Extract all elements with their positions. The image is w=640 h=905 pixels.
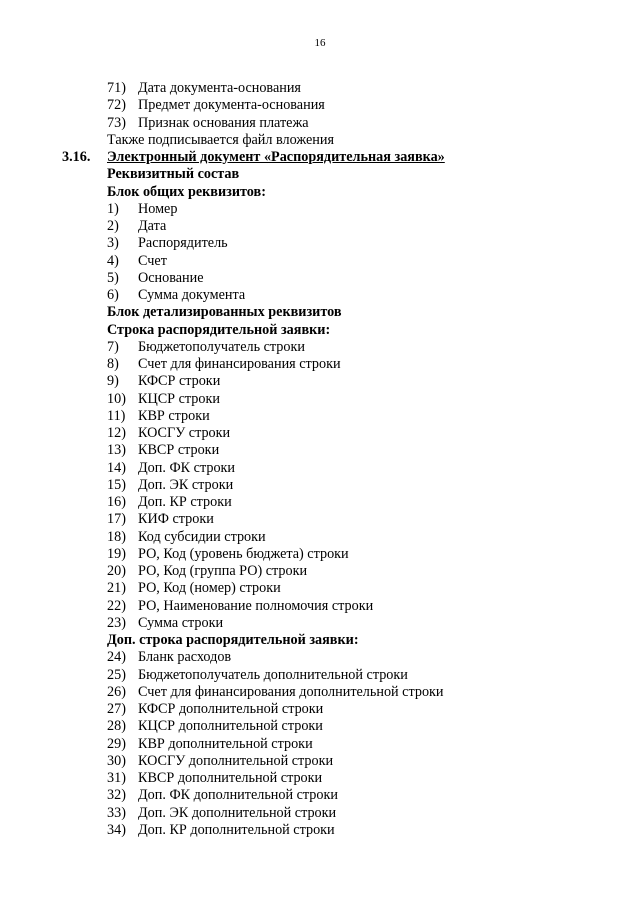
item-text: Счет для финансирования дополнительной строки <box>138 683 444 700</box>
document-body <box>0 80 640 839</box>
item-text: Доп. КР строки <box>138 494 232 510</box>
attachment-note: Также подписывается файл вложения <box>107 131 334 148</box>
item-text: КОСГУ строки <box>138 425 231 441</box>
item-number: 25) <box>107 666 126 683</box>
list-item <box>0 97 640 114</box>
list-item <box>0 701 640 718</box>
page-number: 16 <box>314 37 326 49</box>
item-number: 12) <box>107 425 126 441</box>
list-item <box>0 287 640 304</box>
detail-block-heading-line <box>0 304 640 321</box>
item-number: 31) <box>107 770 126 786</box>
item-number: 14) <box>107 459 126 476</box>
list-item <box>0 546 640 563</box>
item-text: КЦСР дополнительной строки <box>138 718 323 735</box>
item-number: 3) <box>107 235 119 252</box>
item-number: 7) <box>107 338 119 355</box>
list-item <box>0 649 640 666</box>
list-item <box>0 356 640 373</box>
item-number: 17) <box>107 511 126 528</box>
extra-row-heading: Доп. строка распорядительной заявки: <box>107 632 359 648</box>
item-text: Основание <box>138 269 204 286</box>
item-number: 2) <box>107 218 119 234</box>
item-text: КВР строки <box>138 407 210 424</box>
section-title: Электронный документ «Распорядительная заявка» <box>107 149 445 165</box>
item-text: Доп. ФК строки <box>138 459 236 476</box>
item-number: 1) <box>107 200 119 217</box>
item-number: 28) <box>107 718 126 735</box>
item-text: РО, Наименование полномочия строки <box>138 597 374 614</box>
list-item <box>0 684 640 701</box>
item-text: Сумма документа <box>138 287 246 303</box>
row-heading-line <box>0 322 640 339</box>
attachment-note-line <box>0 132 640 149</box>
list-item <box>0 425 640 442</box>
item-text: КФСР дополнительной строки <box>138 701 324 717</box>
item-text: Бюджетополучатель строки <box>138 338 305 355</box>
item-number: 19) <box>107 545 126 562</box>
item-number: 10) <box>107 390 126 407</box>
item-number: 4) <box>107 252 119 269</box>
list-item <box>0 391 640 408</box>
list-item <box>0 270 640 287</box>
list-item <box>0 80 640 97</box>
item-text: Доп. КР дополнительной строки <box>138 821 335 838</box>
detail-block-heading: Блок детализированных реквизитов <box>107 304 342 321</box>
list-item <box>0 598 640 615</box>
item-text: Предмет документа-основания <box>138 97 325 114</box>
list-item <box>0 529 640 546</box>
item-number: 16) <box>107 494 126 510</box>
item-text: Код субсидии строки <box>138 528 266 545</box>
item-number: 27) <box>107 701 126 717</box>
list-item <box>0 753 640 770</box>
common-block-heading-line <box>0 184 640 201</box>
list-item <box>0 736 640 753</box>
common-items-list <box>0 201 640 305</box>
list-item <box>0 442 640 459</box>
list-item <box>0 218 640 235</box>
item-text: Номер <box>138 200 178 217</box>
list-item <box>0 511 640 528</box>
item-number: 71) <box>107 80 126 96</box>
list-item <box>0 373 640 390</box>
section-heading-line <box>0 149 640 166</box>
item-number: 73) <box>107 114 126 131</box>
list-item <box>0 477 640 494</box>
item-number: 8) <box>107 356 119 372</box>
item-text: РО, Код (уровень бюджета) строки <box>138 545 349 562</box>
item-text: Дата <box>138 218 167 234</box>
item-number: 11) <box>107 407 126 424</box>
item-number: 30) <box>107 752 126 769</box>
list-item <box>0 408 640 425</box>
composition-heading: Реквизитный состав <box>107 166 240 183</box>
intro-list <box>0 80 640 132</box>
item-number: 22) <box>107 597 126 614</box>
list-item <box>0 253 640 270</box>
item-text: Дата документа-основания <box>138 80 301 96</box>
item-text: Сумма строки <box>138 614 224 631</box>
item-text: Признак основания платежа <box>138 114 309 131</box>
list-item <box>0 787 640 804</box>
common-block-heading: Блок общих реквизитов: <box>107 183 266 200</box>
item-text: КВСР дополнительной строки <box>138 770 323 786</box>
item-number: 33) <box>107 804 126 821</box>
list-item <box>0 235 640 252</box>
item-number: 24) <box>107 649 126 666</box>
list-item <box>0 201 640 218</box>
item-text: Счет <box>138 252 167 269</box>
item-text: Бюджетополучатель дополнительной строки <box>138 666 408 683</box>
item-text: Бланк расходов <box>138 649 232 666</box>
list-item <box>0 460 640 477</box>
list-item <box>0 805 640 822</box>
item-text: КВСР строки <box>138 442 220 459</box>
item-number: 26) <box>107 683 126 700</box>
item-number: 29) <box>107 735 126 752</box>
list-item <box>0 115 640 132</box>
item-number: 13) <box>107 442 126 459</box>
list-item <box>0 667 640 684</box>
item-text: Доп. ЭК дополнительной строки <box>138 804 337 821</box>
list-item <box>0 339 640 356</box>
extra-items-list <box>0 649 640 839</box>
item-text: Распорядитель <box>138 235 228 252</box>
list-item <box>0 822 640 839</box>
item-text: РО, Код (номер) строки <box>138 580 281 597</box>
item-text: Счет для финансирования строки <box>138 356 341 372</box>
item-text: КВР дополнительной строки <box>138 735 313 752</box>
item-number: 21) <box>107 580 126 597</box>
item-number: 5) <box>107 269 119 286</box>
item-number: 20) <box>107 563 126 579</box>
item-number: 9) <box>107 373 119 390</box>
list-item <box>0 770 640 787</box>
item-text: Доп. ФК дополнительной строки <box>138 787 338 804</box>
item-number: 34) <box>107 821 126 838</box>
section-number: 3.16. <box>62 149 91 165</box>
composition-heading-line <box>0 166 640 183</box>
item-text: РО, Код (группа РО) строки <box>138 563 308 579</box>
list-item <box>0 563 640 580</box>
list-item <box>0 615 640 632</box>
item-text: Доп. ЭК строки <box>138 476 234 493</box>
row-heading: Строка распорядительной заявки: <box>107 321 331 338</box>
extra-row-heading-line <box>0 632 640 649</box>
item-text: КИФ строки <box>138 511 214 528</box>
item-number: 6) <box>107 287 119 303</box>
item-number: 23) <box>107 614 126 631</box>
item-number: 18) <box>107 528 126 545</box>
row-items-list <box>0 339 640 632</box>
item-number: 15) <box>107 476 126 493</box>
item-text: КЦСР строки <box>138 390 220 407</box>
list-item <box>0 494 640 511</box>
item-text: КОСГУ дополнительной строки <box>138 752 334 769</box>
item-number: 32) <box>107 787 126 804</box>
item-number: 72) <box>107 97 126 114</box>
item-text: КФСР строки <box>138 373 221 390</box>
list-item <box>0 718 640 735</box>
list-item <box>0 580 640 597</box>
